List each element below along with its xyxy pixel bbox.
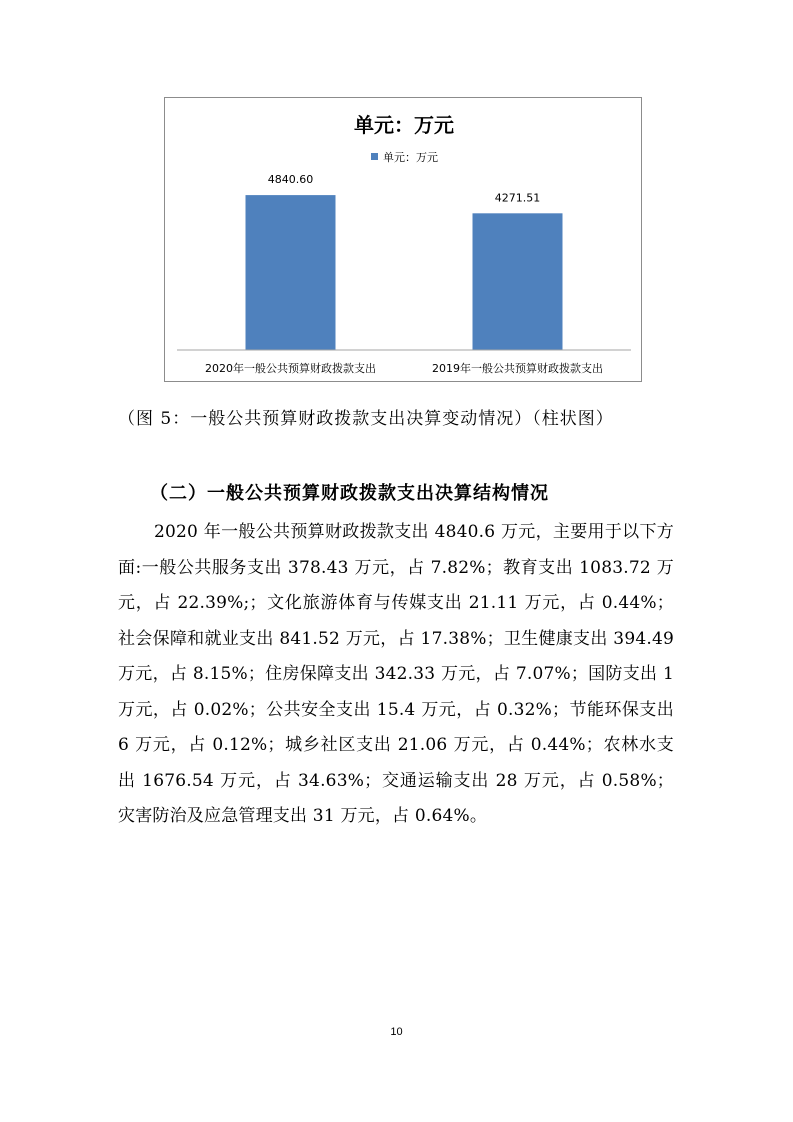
bar-2 — [473, 213, 563, 350]
section-heading: （二）一般公共预算财政拨款支出决算结构情况 — [150, 483, 549, 504]
body-paragraph: 2020 年一般公共预算财政拨款支出 4840.6 万元，主要用于以下方面:一般公共服务支出 378.43 万元，占 7.82%；教育支出 1083.72 万元，占 22.39%;；文化旅游体育与传媒支出 21.11 万元，占 0.44%；社会保障和就业支出 841.52 万元，占 17.38%；卫生健康支出 394.49 万元，占 8.15%；住房保障支出 342.33 万元，占 7.07%；国防支出 1 万元，占 0.02%；公共安全支出 15.4 万元，占 0.32%；节能环保支出 6 万元，占 0.12%；城乡社区支出 21.06 万元，占 0.44%；农林水支出 1676.54 万元，占 34.63%；交通运输支出 28 万元，占 0.58%；灾害防治及应急管理支出 31 万元，占 0.64%。 — [118, 522, 674, 826]
x-axis-labels — [205, 361, 603, 375]
legend-label: 单元：万元 — [383, 151, 438, 164]
x-tick-label-1: 2020年一般公共预算财政拨款支出 — [205, 362, 376, 375]
bars-group — [246, 173, 563, 350]
chart-legend — [371, 151, 438, 164]
bar-chart — [164, 97, 642, 382]
bar-1 — [246, 195, 336, 350]
chart-svg — [165, 98, 643, 383]
chart-title: 单元：万元 — [354, 113, 454, 137]
figure-caption: （图 5：一般公共预算财政拨款支出决算变动情况）（柱状图） — [118, 409, 614, 429]
x-tick-label-2: 2019年一般公共预算财政拨款支出 — [432, 362, 603, 375]
bar-value-label-2: 4271.51 — [494, 191, 541, 205]
bar-value-label-1: 4840.60 — [267, 173, 314, 187]
legend-swatch — [371, 153, 378, 160]
page-number: 10 — [390, 1026, 403, 1038]
